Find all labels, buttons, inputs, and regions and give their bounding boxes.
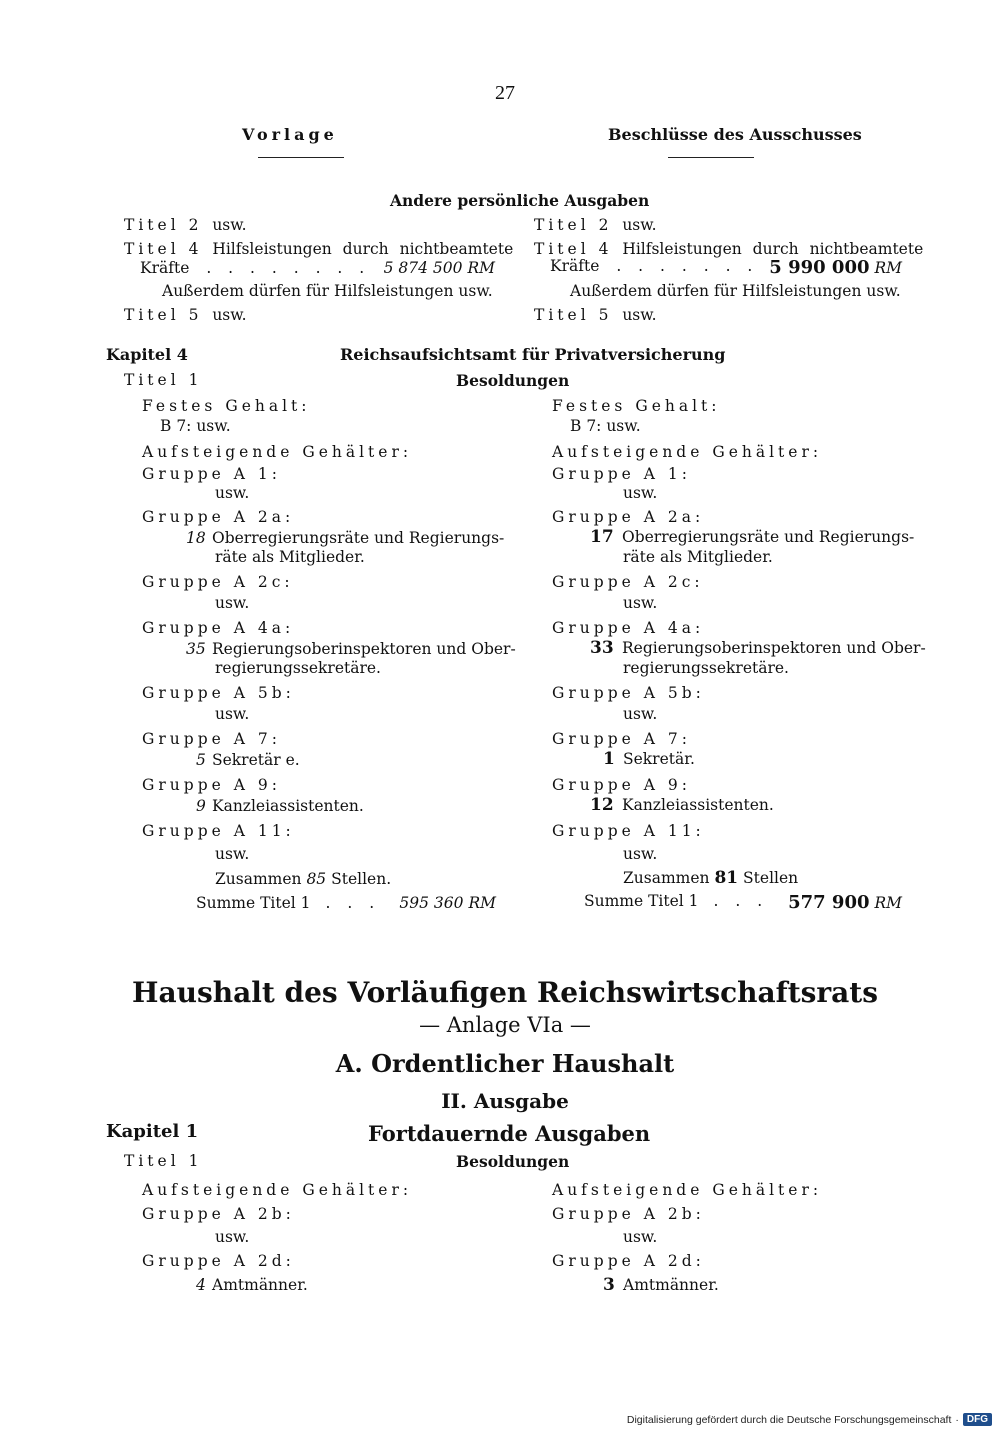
right-summe-row: Summe Titel 1 . . . 577 900 RM bbox=[584, 892, 902, 913]
right-b7: B 7: usw. bbox=[570, 417, 641, 435]
left-b7: B 7: usw. bbox=[160, 417, 231, 435]
right-a5b-usw: usw. bbox=[623, 705, 658, 723]
anlage-label: — Anlage VIa — bbox=[419, 1013, 591, 1037]
left-a9-line: 9 Kanzleiassistenten. bbox=[196, 797, 364, 815]
right-a2a-line2: räte als Mitglieder. bbox=[623, 548, 773, 566]
fortdauernde-heading: Fortdauernde Ausgaben bbox=[368, 1121, 651, 1146]
ordentlicher-haushalt-heading: A. Ordentlicher Haushalt bbox=[335, 1049, 675, 1078]
kapitel1-titel1: Titel 1 bbox=[124, 1152, 203, 1170]
right-gruppe-a11: Gruppe A 11: bbox=[552, 822, 705, 840]
right-a4a-line1: 33 Regierungsoberinspektoren und Ober- bbox=[590, 638, 926, 658]
ausgabe-heading: II. Ausgabe bbox=[441, 1089, 569, 1113]
right-title-rule bbox=[668, 157, 754, 158]
left-h-a2b-usw: usw. bbox=[215, 1228, 250, 1246]
right-a7-line: 1 Sekretär. bbox=[603, 749, 695, 769]
kapitel1-besoldungen: Besoldungen bbox=[456, 1152, 570, 1171]
right-h-a2b-usw: usw. bbox=[623, 1228, 658, 1246]
left-titel4-row: Titel 4 Hilfsleistungen durch nichtbeamtete bbox=[124, 240, 514, 258]
left-a11-usw: usw. bbox=[215, 845, 250, 863]
left-h-gruppe-a2b: Gruppe A 2b: bbox=[142, 1205, 295, 1223]
left-a2a-line1: 18 Oberregierungsräte und Regierungs- bbox=[186, 529, 505, 547]
kapitel4-title: Reichsaufsichtsamt für Privatversicherung bbox=[340, 345, 726, 364]
right-gruppe-a4a: Gruppe A 4a: bbox=[552, 619, 705, 637]
right-titel5-row: Titel 5 usw. bbox=[534, 306, 657, 324]
haushalt-title: Haushalt des Vorläufigen Reichswirtschaftsrats bbox=[132, 976, 878, 1009]
left-a7-line: 5 Sekretär e. bbox=[196, 751, 300, 769]
left-gruppe-a2a: Gruppe A 2a: bbox=[142, 508, 295, 526]
right-gruppe-a9: Gruppe A 9: bbox=[552, 776, 691, 794]
right-titel2-row: Titel 2 usw. bbox=[534, 216, 657, 234]
left-h-aufsteigende: Aufsteigende Gehälter: bbox=[142, 1181, 413, 1199]
right-h-aufsteigende: Aufsteigende Gehälter: bbox=[552, 1181, 823, 1199]
kapitel4-besoldungen: Besoldungen bbox=[456, 371, 570, 390]
left-gruppe-a9: Gruppe A 9: bbox=[142, 776, 281, 794]
right-a4a-line2: regierungssekretäre. bbox=[623, 659, 789, 677]
left-titel2-row: Titel 2 usw. bbox=[124, 216, 247, 234]
right-h-a2d-line: 3 Amtmänner. bbox=[603, 1275, 719, 1295]
right-column-title: Beschlüsse des Ausschusses bbox=[608, 125, 862, 144]
left-a2c-usw: usw. bbox=[215, 594, 250, 612]
right-a1-usw: usw. bbox=[623, 484, 658, 502]
left-kraefte-row: Kräfte . . . . . . . . 5 874 500 RM bbox=[140, 259, 495, 277]
right-h-gruppe-a2b: Gruppe A 2b: bbox=[552, 1205, 705, 1223]
right-gruppe-a7: Gruppe A 7: bbox=[552, 730, 691, 748]
left-gruppe-a7: Gruppe A 7: bbox=[142, 730, 281, 748]
right-festes-gehalt: Festes Gehalt: bbox=[552, 397, 721, 415]
left-gruppe-a5b: Gruppe A 5b: bbox=[142, 684, 295, 702]
right-h-gruppe-a2d: Gruppe A 2d: bbox=[552, 1252, 705, 1270]
right-a9-line: 12 Kanzleiassistenten. bbox=[590, 795, 774, 815]
right-kraefte-row: Kräfte . . . . . . . 5 990 000 RM bbox=[550, 257, 902, 278]
left-summe-row: Summe Titel 1 . . . 595 360 RM bbox=[196, 894, 496, 912]
right-a2c-usw: usw. bbox=[623, 594, 658, 612]
right-zusammen: Zusammen 81 Stellen bbox=[623, 868, 799, 888]
left-title-rule bbox=[258, 157, 344, 158]
left-gruppe-a4a: Gruppe A 4a: bbox=[142, 619, 295, 637]
left-a5b-usw: usw. bbox=[215, 705, 250, 723]
dfg-logo-icon: DFG bbox=[963, 1413, 992, 1426]
right-a11-usw: usw. bbox=[623, 845, 658, 863]
left-a4a-line2: regierungssekretäre. bbox=[215, 659, 381, 677]
right-gruppe-a2c: Gruppe A 2c: bbox=[552, 573, 704, 591]
left-gruppe-a2c: Gruppe A 2c: bbox=[142, 573, 294, 591]
right-titel4-row: Titel 4 Hilfsleistungen durch nichtbeamtete bbox=[534, 240, 924, 258]
right-ausserdem: Außerdem dürfen für Hilfsleistungen usw. bbox=[570, 282, 901, 300]
right-gruppe-a5b: Gruppe A 5b: bbox=[552, 684, 705, 702]
right-a2a-line1: 17 Oberregierungsräte und Regierungs- bbox=[590, 527, 915, 547]
left-gruppe-a11: Gruppe A 11: bbox=[142, 822, 295, 840]
kapitel4-titel1: Titel 1 bbox=[124, 371, 203, 389]
page-number: 27 bbox=[495, 82, 515, 104]
kapitel1-label: Kapitel 1 bbox=[106, 1121, 199, 1142]
left-gruppe-a1: Gruppe A 1: bbox=[142, 465, 281, 483]
right-gruppe-a2a: Gruppe A 2a: bbox=[552, 508, 705, 526]
left-h-a2d-line: 4 Amtmänner. bbox=[196, 1276, 308, 1294]
footer: Digitalisierung gefördert durch die Deutsche Forschungsgemeinschaft · DFG bbox=[627, 1413, 992, 1426]
kapitel4-label: Kapitel 4 bbox=[106, 345, 188, 364]
left-h-gruppe-a2d: Gruppe A 2d: bbox=[142, 1252, 295, 1270]
left-festes-gehalt: Festes Gehalt: bbox=[142, 397, 311, 415]
section-heading: Andere persönliche Ausgaben bbox=[390, 191, 650, 210]
left-zusammen: Zusammen 85 Stellen. bbox=[215, 870, 392, 888]
footer-text: Digitalisierung gefördert durch die Deutsche Forschungsgemeinschaft bbox=[626, 1413, 952, 1426]
left-a4a-line1: 35 Regierungsoberinspektoren und Ober- bbox=[186, 640, 516, 658]
right-gruppe-a1: Gruppe A 1: bbox=[552, 465, 691, 483]
right-aufsteigende: Aufsteigende Gehälter: bbox=[552, 443, 823, 461]
left-column-title: Vorlage bbox=[242, 125, 338, 144]
left-titel5-row: Titel 5 usw. bbox=[124, 306, 247, 324]
left-aufsteigende: Aufsteigende Gehälter: bbox=[142, 443, 413, 461]
left-ausserdem: Außerdem dürfen für Hilfsleistungen usw. bbox=[162, 282, 493, 300]
left-a2a-line2: räte als Mitglieder. bbox=[215, 548, 365, 566]
left-a1-usw: usw. bbox=[215, 484, 250, 502]
